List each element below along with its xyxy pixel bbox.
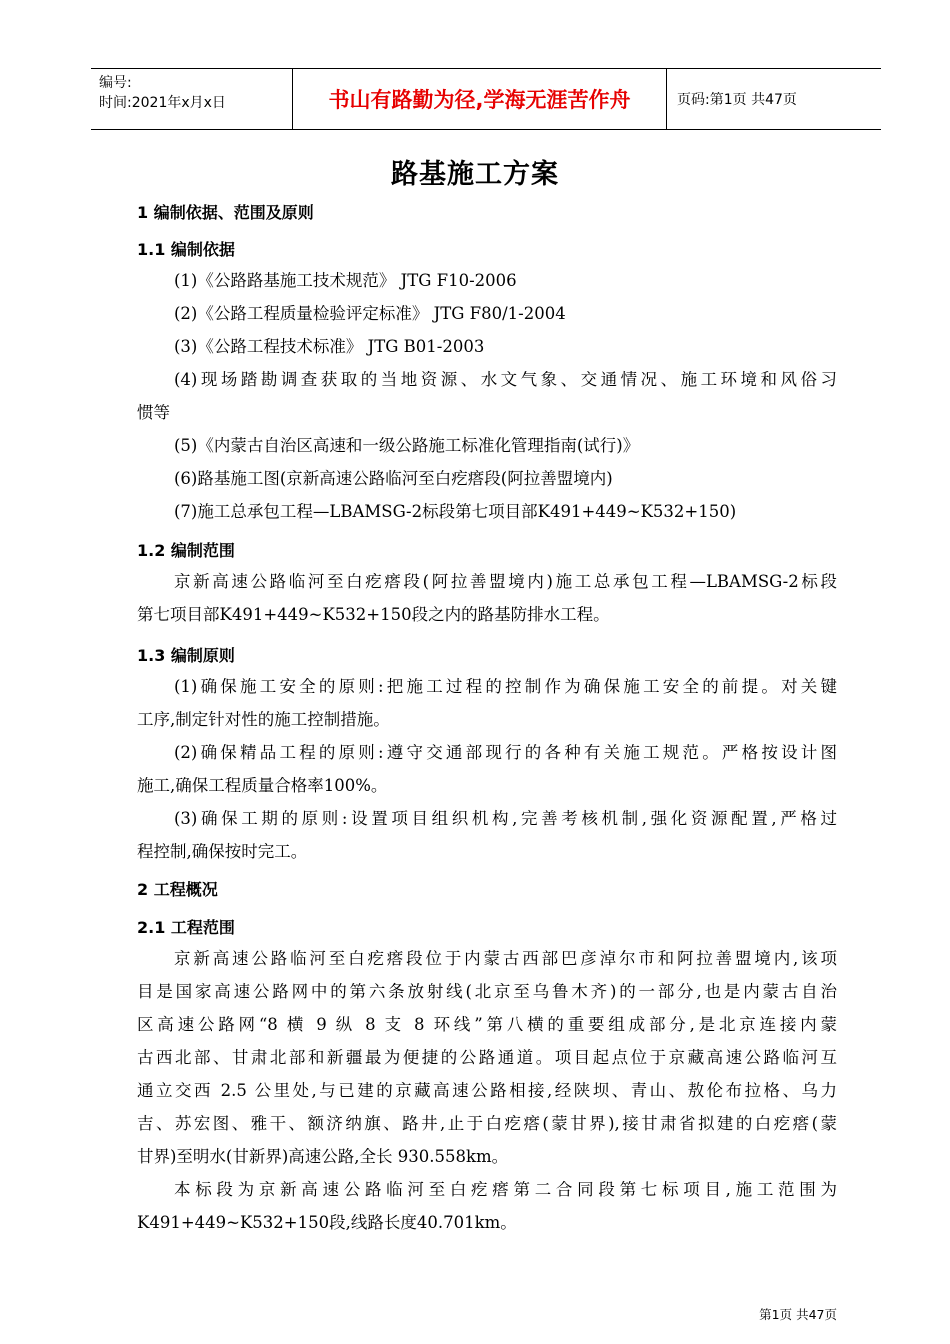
reference-item-cont: 惯等 xyxy=(137,403,170,422)
paragraph-line: 古西北部、甘肃北部和新疆最为便捷的公路通道。项目起点位于京藏高速公路临河互 xyxy=(137,1048,837,1067)
header-page-label: 页码:第1页 共47页 xyxy=(677,92,797,108)
reference-item: (1)《公路路基施工技术规范》 JTG F10-2006 xyxy=(174,271,517,290)
paragraph-line: (2)确保精品工程的原则:遵守交通部现行的各种有关施工规范。严格按设计图 xyxy=(174,743,837,762)
reference-item: (2)《公路工程质量检验评定标准》 JTG F80/1-2004 xyxy=(174,304,566,323)
reference-item: (4)现场踏勘调查获取的当地资源、水文气象、交通情况、施工环境和风俗习 xyxy=(174,370,837,389)
paragraph-line: 吉、苏宏图、雅干、额济纳旗、路井,止于白疙瘩(蒙甘界),接甘肃省拟建的白疙瘩(蒙 xyxy=(137,1114,837,1133)
paragraph-line: 目是国家高速公路网中的第六条放射线(北京至乌鲁木齐)的一部分,也是内蒙古自治 xyxy=(137,982,837,1001)
reference-item: (3)《公路工程技术标准》 JTG B01-2003 xyxy=(174,337,485,356)
paragraph-line: 京新高速公路临河至白疙瘩段(阿拉善盟境内)施工总承包工程—LBAMSG-2标段 xyxy=(174,572,837,591)
paragraph-line: (1)确保施工安全的原则:把施工过程的控制作为确保施工安全的前提。对关键 xyxy=(174,677,837,696)
doc-number-label: 编号: xyxy=(99,75,132,91)
paragraph-line: 本标段为京新高速公路临河至白疙瘩第二合同段第七标项目,施工范围为 xyxy=(174,1180,837,1199)
doc-time-label: 时间:2021年x月x日 xyxy=(99,95,226,111)
paragraph-line: 工序,制定针对性的施工控制措施。 xyxy=(137,710,390,729)
subsection-heading: 1.2 编制范围 xyxy=(137,541,235,560)
subsection-heading: 1.3 编制原则 xyxy=(137,646,235,665)
paragraph-line: 程控制,确保按时完工。 xyxy=(137,842,308,861)
paragraph-line: K491+449~K532+150段,线路长度40.701km。 xyxy=(137,1213,517,1232)
header-motto: 书山有路勤为径,学海无涯苦作舟 xyxy=(293,69,667,129)
section-heading: 2 工程概况 xyxy=(137,880,218,899)
paragraph-line: (3)确保工期的原则:设置项目组织机构,完善考核机制,强化资源配置,严格过 xyxy=(174,809,837,828)
subsection-heading: 2.1 工程范围 xyxy=(137,918,235,937)
paragraph-line: 第七项目部K491+449~K532+150段之内的路基防排水工程。 xyxy=(137,605,610,624)
document-title: 路基施工方案 xyxy=(391,159,559,190)
page-header xyxy=(91,68,881,130)
paragraph-line: 施工,确保工程质量合格率100%。 xyxy=(137,776,388,795)
paragraph-line: 京新高速公路临河至白疙瘩段位于内蒙古西部巴彦淖尔市和阿拉善盟境内,该项 xyxy=(174,949,837,968)
reference-item: (5)《内蒙古自治区高速和一级公路施工标准化管理指南(试行)》 xyxy=(174,436,640,455)
section-heading: 1 编制依据、范围及原则 xyxy=(137,203,314,222)
paragraph-line: 甘界)至明水(甘新界)高速公路,全长 930.558km。 xyxy=(137,1147,509,1166)
header-info xyxy=(91,69,293,129)
reference-item: (6)路基施工图(京新高速公路临河至白疙瘩段(阿拉善盟境内) xyxy=(174,469,613,488)
page-footer: 第1页 共47页 xyxy=(759,1307,837,1322)
reference-item: (7)施工总承包工程—LBAMSG-2标段第七项目部K491+449~K532+150) xyxy=(174,502,737,521)
subsection-heading: 1.1 编制依据 xyxy=(137,240,235,259)
paragraph-line: 区高速公路网“8 横 9 纵 8 支 8 环线”第八横的重要组成部分,是北京连接内蒙 xyxy=(137,1015,837,1034)
paragraph-line: 通立交西 2.5 公里处,与已建的京藏高速公路相接,经陕坝、青山、敖伦布拉格、乌力 xyxy=(137,1081,837,1100)
